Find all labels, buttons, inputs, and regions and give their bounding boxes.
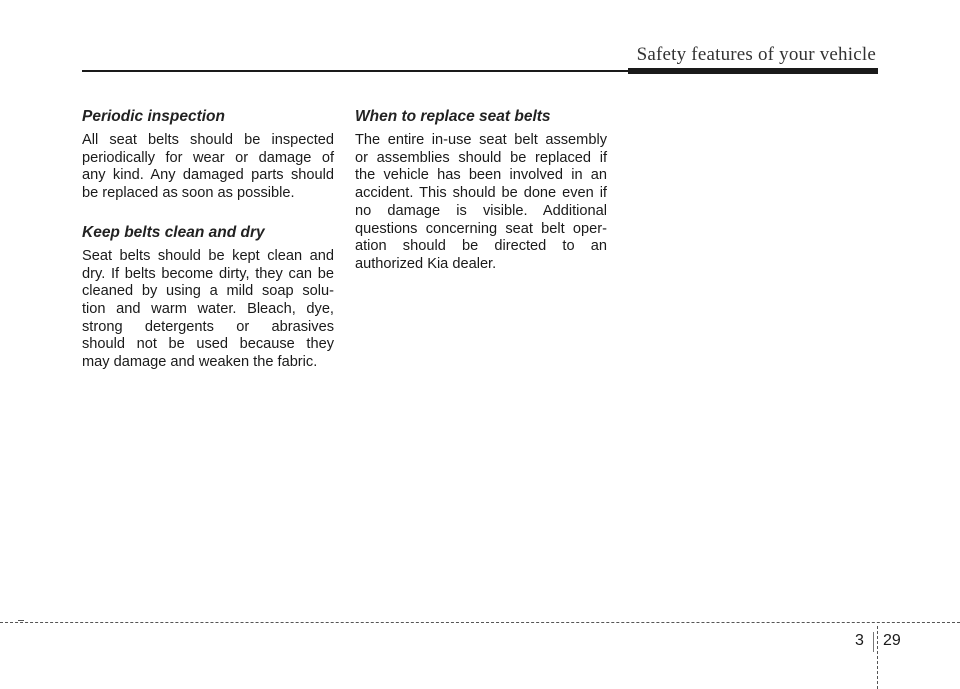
text-line: tion and warm water. Bleach, dye, [82, 300, 334, 317]
page-number: 29 [883, 632, 901, 649]
header-rule [82, 70, 630, 72]
text-line: All seat belts should be inspected [82, 132, 334, 148]
text-line: no damage is visible. Additional [355, 202, 607, 219]
text-line: periodically for wear or damage of [82, 149, 334, 166]
text-line: The entire in-use seat belt assembly [355, 132, 607, 148]
section-heading: When to replace seat belts [355, 108, 551, 125]
page-number-divider [873, 632, 874, 652]
text-line: Seat belts should be kept clean and [82, 247, 334, 264]
text-line: any kind. Any damaged parts should [82, 167, 334, 184]
section-heading: Keep belts clean and dry [82, 223, 265, 241]
chapter-number: 3 [855, 632, 864, 649]
text-line: authorized Kia dealer. [355, 255, 497, 272]
footer-crop-line [877, 626, 878, 689]
text-line: accident. This should be done even if [355, 185, 607, 202]
section-body [82, 248, 334, 372]
section-periodic-inspection [82, 108, 334, 203]
right-column [355, 108, 607, 274]
text-line: the vehicle has been involved in an [355, 167, 607, 184]
footer-crop-mark [18, 620, 24, 624]
section-heading: Periodic inspection [82, 108, 225, 125]
left-column [82, 108, 334, 372]
text-line: should not be used because they [82, 336, 334, 353]
section-body [82, 132, 334, 203]
footer-rule [0, 622, 960, 623]
text-line: ation should be directed to an [355, 238, 607, 255]
header-rule-accent [628, 68, 878, 74]
text-line: cleaned by using a mild soap solu- [82, 283, 334, 300]
text-line: questions concerning seat belt oper- [355, 220, 607, 237]
text-line: strong detergents or abrasives [82, 318, 334, 335]
text-line: or assemblies should be replaced if [355, 149, 607, 166]
running-header-title: Safety features of your vehicle [636, 44, 876, 65]
text-line: dry. If belts become dirty, they can be [82, 265, 334, 282]
section-body [355, 132, 607, 274]
text-line: may damage and weaken the fabric. [82, 354, 318, 371]
section-keep-belts-clean [82, 224, 334, 372]
text-line: be replaced as soon as possible. [82, 185, 295, 202]
section-when-to-replace [355, 108, 607, 274]
